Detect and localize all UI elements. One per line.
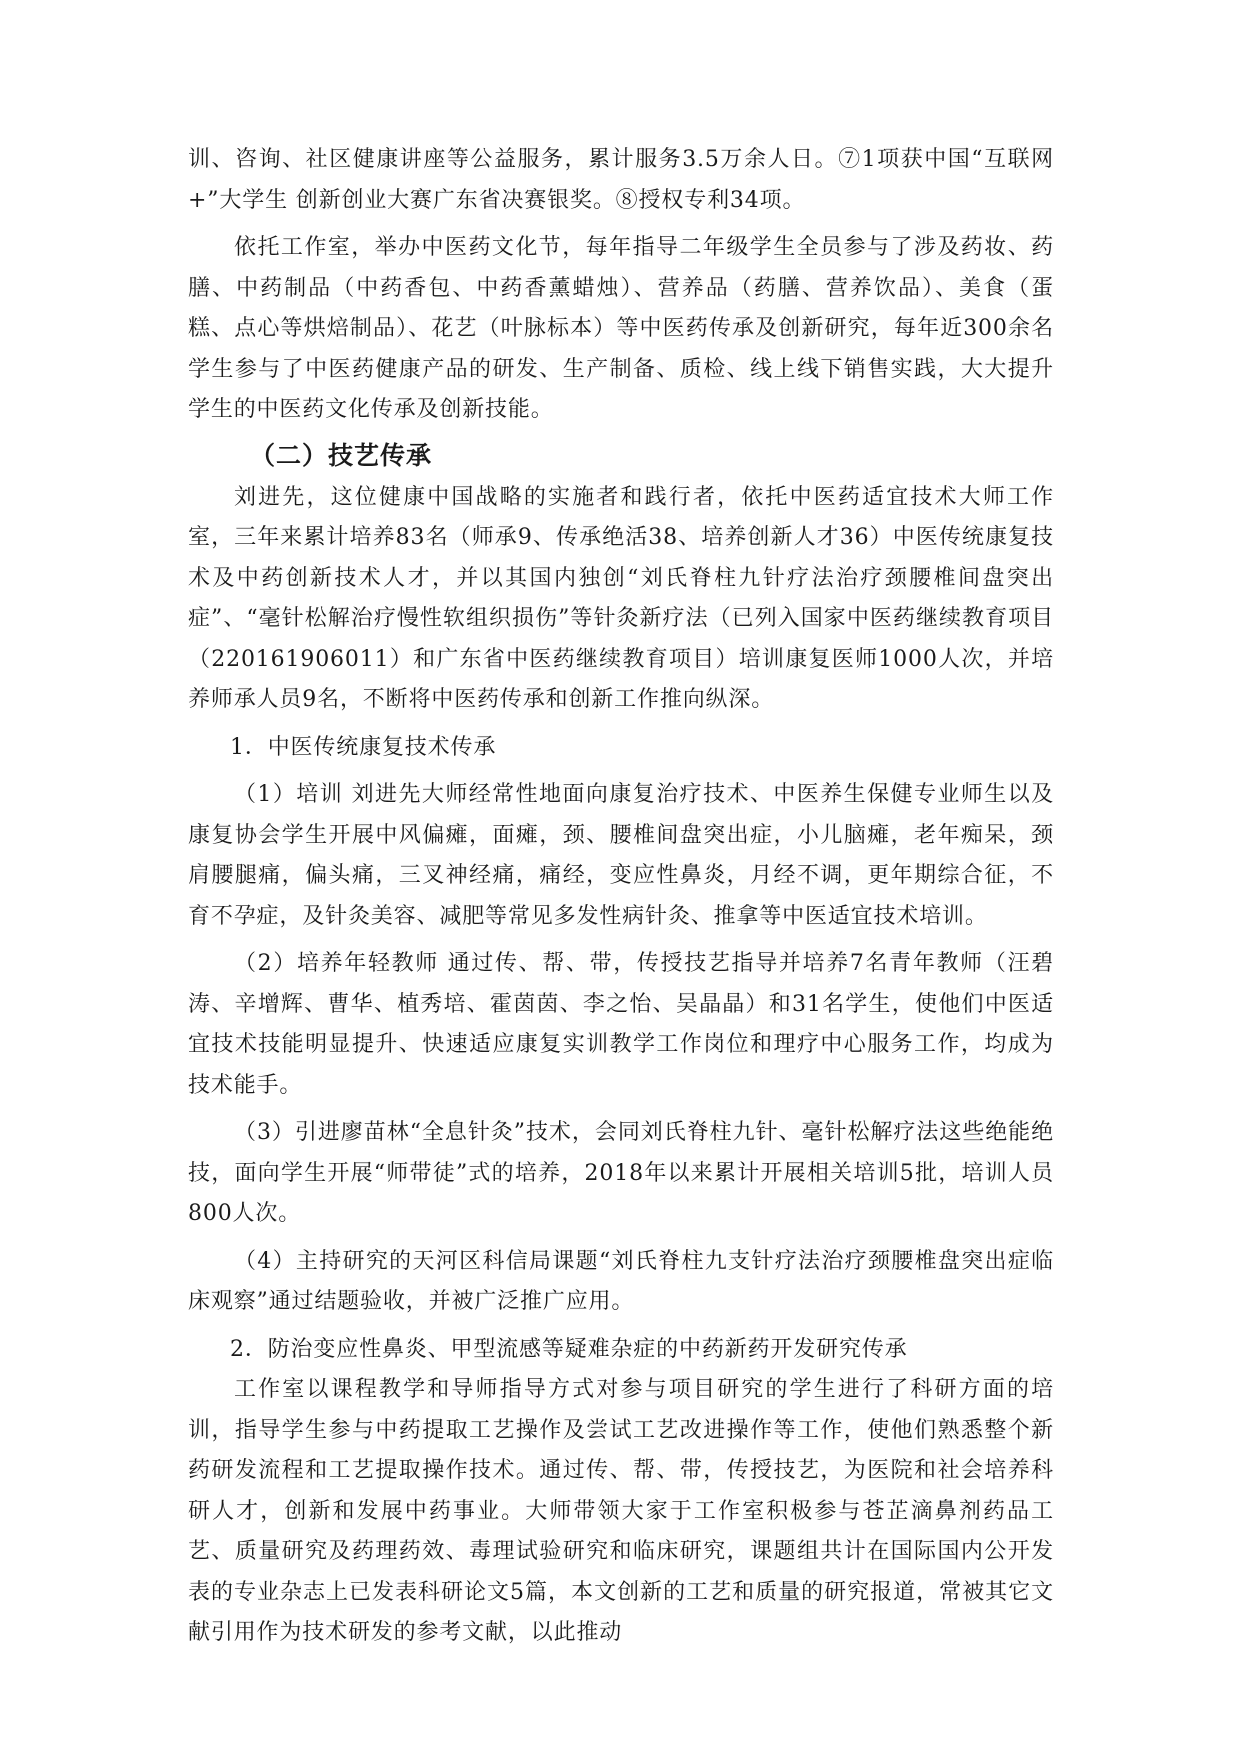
paragraph-gap bbox=[188, 1106, 1054, 1113]
subheading-new-drug-research: 2．防治变应性鼻炎、甲型流感等疑难杂症的中药新药开发研究传承 bbox=[230, 1336, 908, 1362]
paragraph-master-intro: 刘进先，这位健康中国战略的实施者和践行者，依托中医药适宜技术大师工作室，三年来累计培养83名（师承9、传承绝活38、培养创新人才36）中医传统康复技术及中药创新技术人才，并以其国内独创“刘氏脊柱九针疗法治疗颈腰椎间盘突出症”、“毫针松解治疗慢性软组织损伤”等针灸新疗法（已列入国家中医药继续教育项目（220161906011）和广东省中医药继续教育项目）培训康复医师1000人次，并培养师承人员9名，不断将中医药传承和创新工作推向纵深。 bbox=[188, 484, 1054, 712]
document-page bbox=[188, 140, 1054, 1720]
paragraph-training: （1）培训 刘进先大师经常性地面向康复治疗技术、中医养生保健专业师生以及康复协会学生开展中风偏瘫，面瘫，颈、腰椎间盘突出症，小儿脑瘫，老年痴呆，颈肩腰腿痛，偏头痛，三叉神经痛，痛经，变应性鼻炎，月经不调，更年期综合征，不育不孕症，及针灸美容、减肥等常见多发性病针灸、推拿等中医适宜技术培训。 bbox=[188, 782, 1054, 929]
paragraph-gap bbox=[188, 221, 1054, 228]
paragraph-young-teachers: （2）培养年轻教师 通过传、帮、带，传授技艺指导并培养7名青年教师（汪碧涛、辛增辉、曹华、植秀培、霍茵茵、李之怡、吴晶晶）和31名学生，使他们中医适宜技术技能明显提升、快速适应康复实训教学工作岗位和理疗中心服务工作，均成为技术能手。 bbox=[188, 951, 1054, 1098]
paragraph-gap bbox=[188, 721, 1054, 728]
paragraph-gap bbox=[188, 768, 1054, 775]
paragraph-gap bbox=[188, 1323, 1054, 1330]
paragraph-gap bbox=[188, 1235, 1054, 1242]
paragraph-gap bbox=[188, 937, 1054, 944]
paragraph-culture-festival: 依托工作室，举办中医药文化节，每年指导二年级学生全员参与了涉及药妆、药膳、中药制品（中药香包、中药香薰蜡烛）、营养品（药膳、营养饮品）、美食（蛋糕、点心等烘焙制品）、花艺（叶脉标本）等中医药传承及创新研究，每年近300余名学生参与了中医药健康产品的研发、生产制备、质检、线上线下销售实践，大大提升学生的中医药文化传承及创新技能。 bbox=[188, 235, 1054, 422]
paragraph-continuation: 训、咨询、社区健康讲座等公益服务，累计服务3.5万余人日。⑦1项获中国“互联网+”大学生 创新创业大赛广东省决赛银奖。⑧授权专利34项。 bbox=[188, 147, 1054, 213]
section-heading-skill-inheritance: （二）技艺传承 bbox=[250, 440, 433, 470]
paragraph-holographic-acupuncture: （3）引进廖苗林“全息针灸”技术，会同刘氏脊柱九针、毫针松解疗法这些绝能绝技，面向学生开展“师带徒”式的培养，2018年以来累计开展相关培训5批，培训人员800人次。 bbox=[188, 1120, 1054, 1226]
subheading-rehab-inheritance: 1．中医传统康复技术传承 bbox=[230, 734, 497, 760]
paragraph-research-project: （4）主持研究的天河区科信局课题“刘氏脊柱九支针疗法治疗颈腰椎盘突出症临床观察”通过结题验收，并被广泛推广应用。 bbox=[188, 1248, 1054, 1314]
paragraph-studio-research: 工作室以课程教学和导师指导方式对参与项目研究的学生进行了科研方面的培训，指导学生参与中药提取工艺操作及尝试工艺改进操作等工作，使他们熟悉整个新药研发流程和工艺提取操作技术。通过传、帮、带，传授技艺，为医院和社会培养科研人才，创新和发展中药事业。大师带领大家于工作室积极参与苍芷滴鼻剂药品工艺、质量研究及药理药效、毒理试验研究和临床研究，课题组共计在国际国内公开发表的专业杂志上已发表科研论文5篇，本文创新的工艺和质量的研究报道，常被其它文献引用作为技术研发的参考文献，以此推动 bbox=[188, 1377, 1054, 1645]
